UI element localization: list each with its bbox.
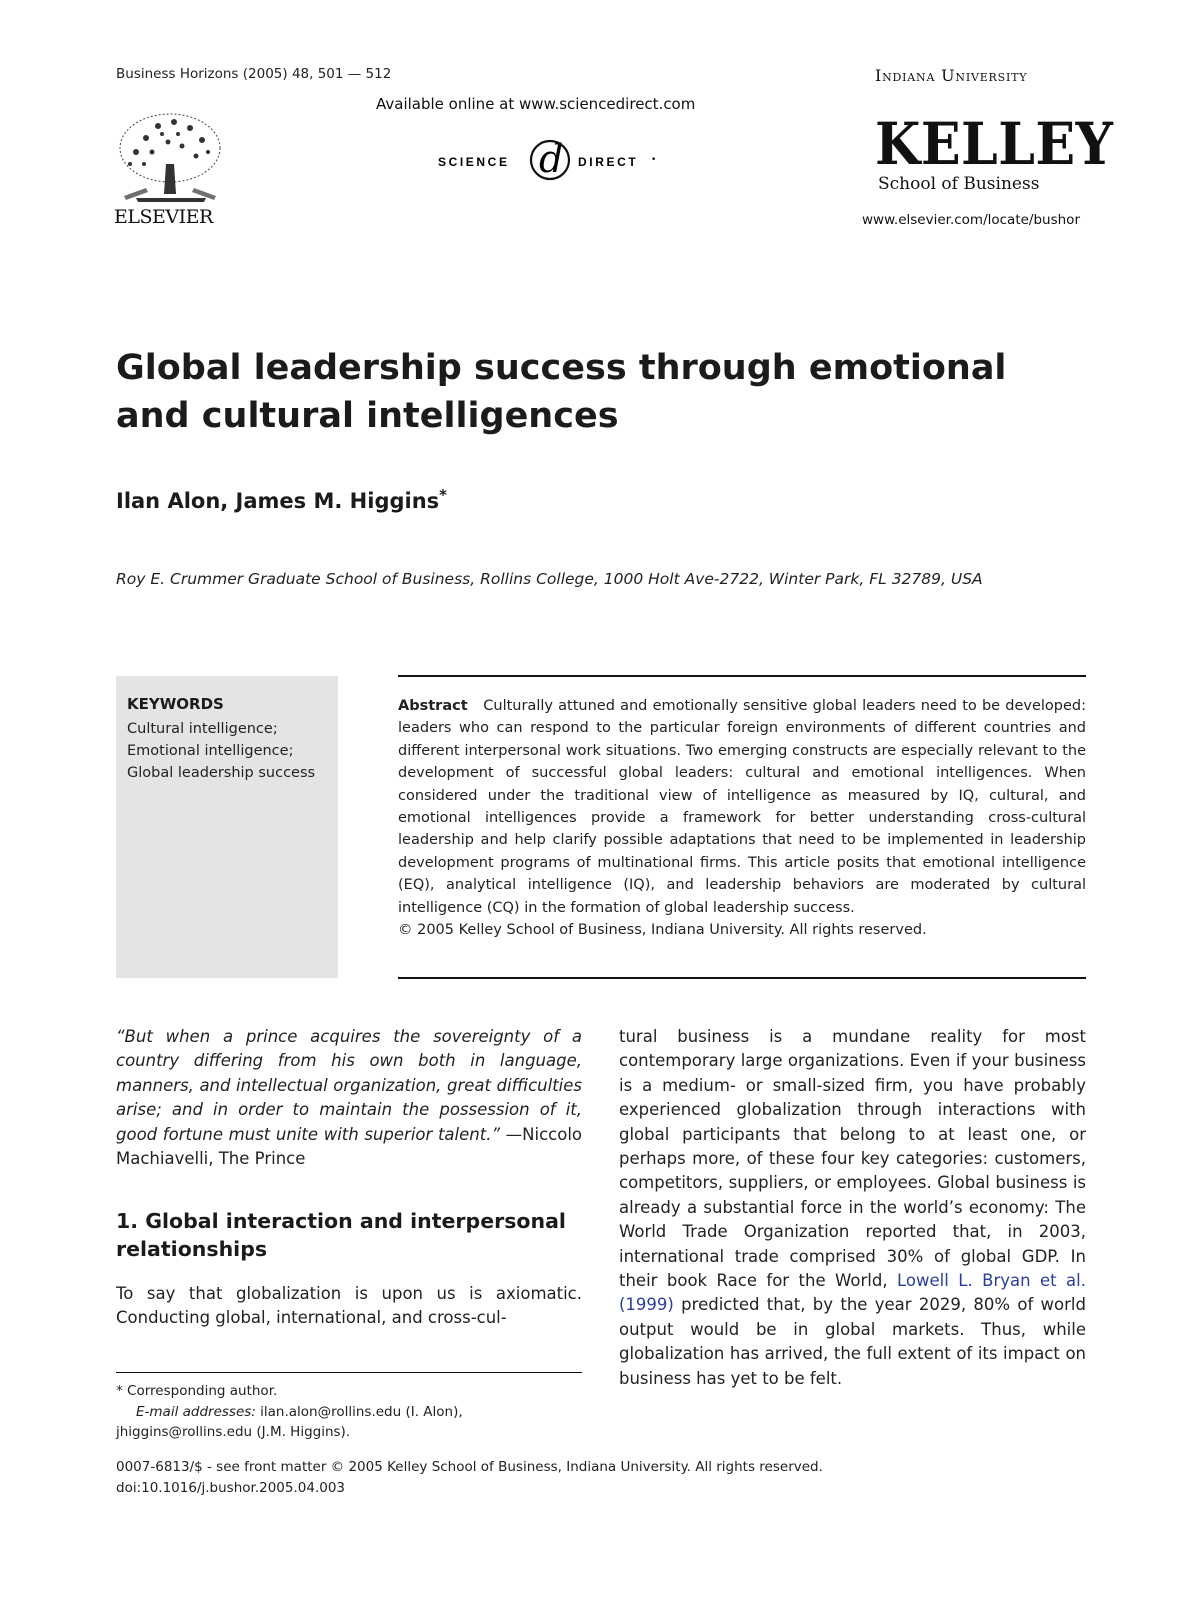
keyword-item: Emotional intelligence; <box>127 743 294 759</box>
indiana-university-wordmark: Indiana University <box>875 66 1028 85</box>
doi-line[interactable]: doi:10.1016/j.bushor.2005.04.003 <box>116 1479 346 1496</box>
section-heading: 1. Global interaction and interpersonal relationships <box>116 1209 566 1261</box>
issn-line: 0007-6813/$ - see front matter © 2005 Kelley School of Business, Indiana University. All rights reserved. <box>116 1459 823 1475</box>
quote-text: “But when a prince acquires the sovereignty of a country differing from his own both in language, manners, and intellectual organization, great difficulties arise; and in order to maintain the possession of it, good fortune must unite with superior talent.” <box>116 1027 582 1144</box>
author-names: Ilan Alon, James M. Higgins <box>116 489 440 513</box>
col2-text-part-a: tural business is a mundane reality for most contemporary large organizations. Even if your business is a medium- or small-sized firm, you have probably experienced globalization through interactions with global participants that belong to at least one, or perhaps more, of these four key categories: customers, competitors, suppliers, or employees. Global business is already a substantial force in the world’s economy: The World Trade Organization reported that, in 2003, international trade comprised 30% of global GDP. In their book Race for the World, <box>619 1027 1086 1291</box>
epigraph-quote <box>116 1025 582 1171</box>
elsevier-wordmark: ELSEVIER <box>114 206 213 228</box>
kelley-school-wordmark: School of Business <box>878 174 1040 194</box>
keywords-heading: KEYWORDS <box>127 695 224 713</box>
keywords-list <box>127 718 322 784</box>
abstract-top-rule <box>398 675 1086 677</box>
author-affiliation: Roy E. Crummer Graduate School of Business, Rollins College, 1000 Holt Ave-2722, Winter Park, FL 32789, USA <box>116 570 983 588</box>
corresponding-author-mark: * <box>439 486 448 504</box>
keyword-item: Cultural intelligence; <box>127 721 278 737</box>
footnote-corresponding <box>116 1381 586 1402</box>
footnote-corresponding-text: Corresponding author. <box>122 1383 278 1399</box>
sciencedirect-logo <box>438 136 660 186</box>
body-column-1-text: To say that globalization is upon us is axiomatic. Conducting global, international, and cross-cul- <box>116 1284 582 1328</box>
abstract-text: Culturally attuned and emotionally sensitive global leaders need to be developed: leaders who can respond to the particular foreign environments of different countries and different interpersonal work situations. Two emerging constructs are especially relevant to the development of successful global leaders: cultural and emotional intelligences. When considered under the traditional view of intelligence as measured by IQ, cultural, and emotional intelligences provide a framework for better understanding cross-cultural leadership and help clarify possible adaptations that need to be implemented in leadership development programs of multinational firms. This article posits that emotional intelligence (EQ), analytical intelligence (IQ), and leadership behaviors are moderated by cultural intelligence (CQ) in the formation of global leadership success. <box>398 698 1087 916</box>
sd-logo-at-symbol: d <box>539 137 564 181</box>
footnote-mark: * <box>116 1383 123 1399</box>
journal-url[interactable]: www.elsevier.com/locate/bushor <box>862 212 1080 228</box>
article-title: Global leadership success through emotional and cultural intelligences <box>116 348 1007 436</box>
kelley-wordmark: KELLEY <box>875 110 1114 178</box>
abstract-bottom-rule <box>398 977 1086 979</box>
footnote-rule <box>116 1372 582 1373</box>
footnote-emails <box>116 1402 586 1443</box>
col2-text-part-b: predicted that, by the year 2029, 80% of world output would be in global markets. Thus, while globalization has arrived, the full extent of its impact on business has yet to be felt. <box>619 1295 1086 1388</box>
quote-attribution: —Niccolo Machiavelli, The Prince <box>116 1124 583 1169</box>
journal-reference: Business Horizons (2005) 48, 501 — 512 <box>116 66 392 82</box>
sd-logo-right-text: DIRECT <box>578 155 639 169</box>
abstract-copyright: © 2005 Kelley School of Business, Indiana University. All rights reserved. <box>398 922 927 939</box>
footnote-email-label: E-mail addresses: <box>136 1403 256 1420</box>
front-matter <box>116 1457 1016 1498</box>
article-authors <box>116 486 447 513</box>
citation-link[interactable]: Lowell L. Bryan et al. (1999) <box>619 1271 1086 1315</box>
body-column-2-text <box>619 1025 1086 1391</box>
available-online-notice: Available online at www.sciencedirect.com <box>376 95 696 113</box>
footnote <box>116 1381 586 1443</box>
abstract-label: Abstract <box>398 698 468 714</box>
elsevier-tree-logo <box>116 108 224 204</box>
sd-logo-left-text: SCIENCE <box>438 155 510 169</box>
abstract <box>398 695 1086 941</box>
footnote-email-addresses: ilan.alon@rollins.edu (I. Alon), jhiggins@rollins.edu (J.M. Higgins). <box>116 1403 463 1440</box>
keyword-item: Global leadership success <box>127 765 316 781</box>
sd-logo-star: • <box>651 155 657 165</box>
